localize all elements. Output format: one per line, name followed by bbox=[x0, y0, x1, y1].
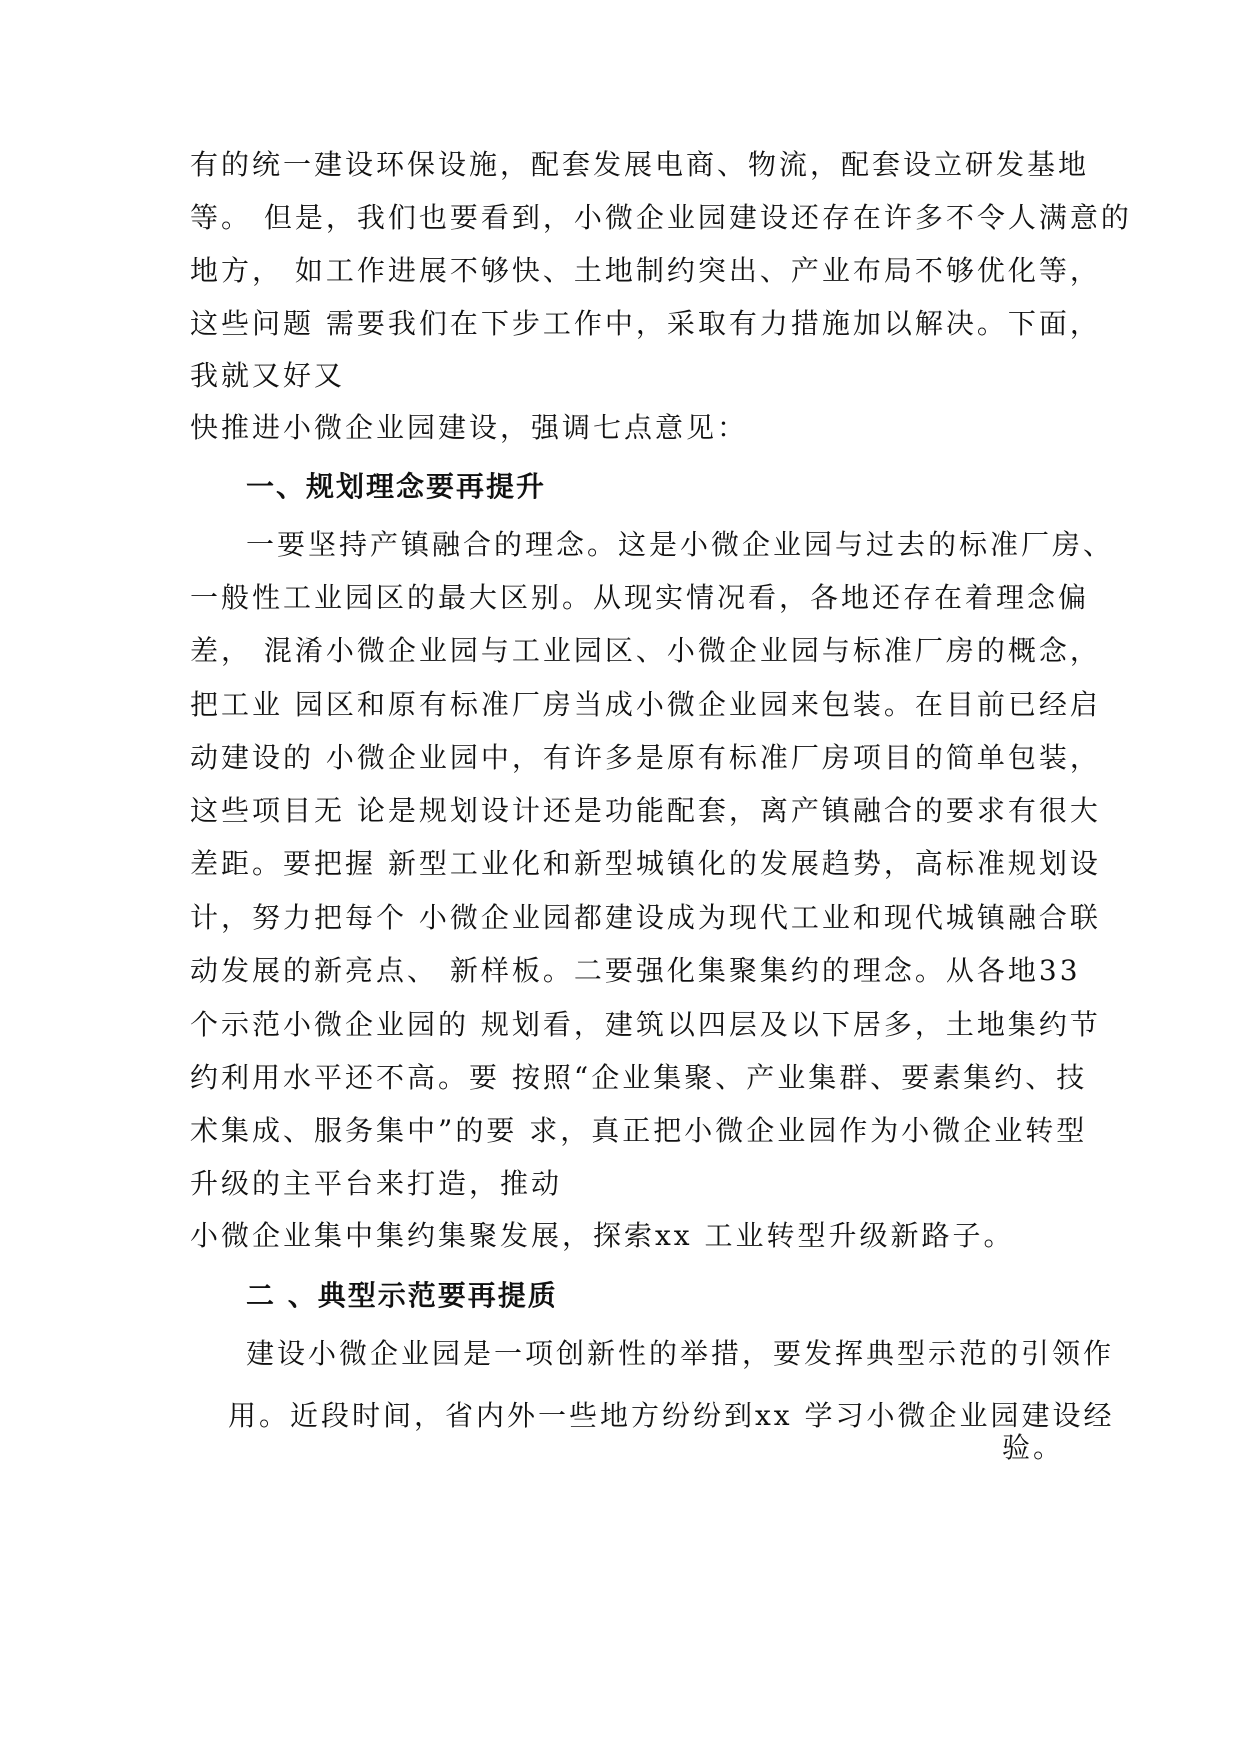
paragraph-line: 验。 bbox=[1002, 1431, 1065, 1464]
paragraph-line: 地方， 如工作进展不够快、土地制约突出、产业布局不够优化等， bbox=[190, 254, 1101, 287]
paragraph-line: 快推进小微企业园建设，强调七点意见： bbox=[190, 411, 749, 444]
paragraph-line: 小微企业集中集约集聚发展，探索xx 工业转型升级新路子。 bbox=[190, 1219, 1015, 1252]
paragraph-line: 动建设的 小微企业园中，有许多是原有标准厂房项目的简单包装， bbox=[190, 741, 1101, 774]
paragraph-line: 差距。要把握 新型工业化和新型城镇化的发展趋势，高标准规划设 bbox=[190, 847, 1101, 880]
paragraph-line: 用。近段时间，省内外一些地方纷纷到xx 学习小微企业园建设经 bbox=[228, 1399, 1115, 1432]
paragraph-line: 约利用水平还不高。要 按照“企业集聚、产业集群、要素集约、技 bbox=[190, 1061, 1088, 1094]
paragraph-line: 建设小微企业园是一项创新性的举措，要发挥典型示范的引领作 bbox=[246, 1337, 1115, 1370]
paragraph-line: 我就又好又 bbox=[190, 359, 346, 392]
paragraph-line: 动发展的新亮点、 新样板。二要强化集聚集约的理念。从各地33 bbox=[190, 954, 1081, 987]
paragraph-line: 差， 混淆小微企业园与工业园区、小微企业园与标准厂房的概念， bbox=[190, 634, 1101, 667]
section-heading: 二 、典型示范要再提质 bbox=[246, 1279, 558, 1312]
paragraph-line: 计，努力把每个 小微企业园都建设成为现代工业和现代城镇融合联 bbox=[190, 901, 1101, 934]
paragraph-line: 有的统一建设环保设施，配套发展电商、物流，配套设立研发基地 bbox=[190, 148, 1090, 181]
paragraph-line: 这些项目无 论是规划设计还是功能配套，离产镇融合的要求有很大 bbox=[190, 794, 1101, 827]
section-heading: 一、规划理念要再提升 bbox=[246, 470, 547, 503]
paragraph-line: 个示范小微企业园的 规划看，建筑以四层及以下居多，土地集约节 bbox=[190, 1008, 1101, 1041]
paragraph-line: 等。 但是，我们也要看到，小微企业园建设还存在许多不令人满意的 bbox=[190, 201, 1132, 234]
paragraph-line: 升级的主平台来打造，推动 bbox=[190, 1167, 563, 1200]
paragraph-line: 这些问题 需要我们在下步工作中，采取有力措施加以解决。下面， bbox=[190, 307, 1101, 340]
paragraph-line: 一般性工业园区的最大区别。从现实情况看，各地还存在着理念偏 bbox=[190, 581, 1090, 614]
paragraph-line: 把工业 园区和原有标准厂房当成小微企业园来包装。在目前已经启 bbox=[190, 688, 1101, 721]
paragraph-line: 一要坚持产镇融合的理念。这是小微企业园与过去的标准厂房、 bbox=[246, 528, 1115, 561]
paragraph-line: 术集成、服务集中”的要 求，真正把小微企业园作为小微企业转型 bbox=[190, 1114, 1088, 1147]
